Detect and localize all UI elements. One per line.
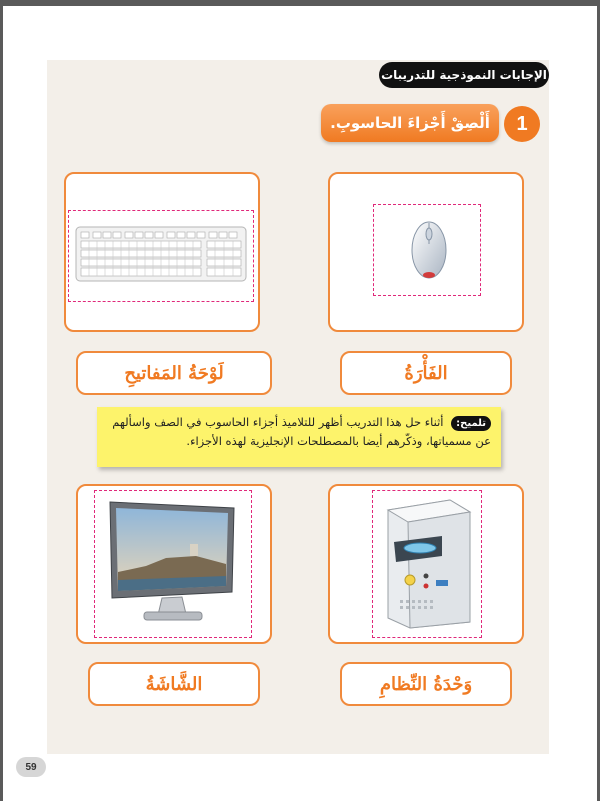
page-number: 59 — [16, 757, 46, 777]
keyboard-icon — [75, 226, 247, 282]
monitor-icon — [106, 500, 238, 624]
page-frame-top — [0, 0, 600, 6]
keyboard-label: لَوْحَةُ المَفاتيحِ — [76, 351, 272, 395]
page-frame-left — [0, 0, 3, 801]
tip-note — [97, 407, 501, 467]
tip-text: أثناء حل هذا التدريب أظهر للتلاميذ أجزاء الحاسوب في الصف واسألهم عن مسمياتها، وذكّرهم أيضا بالمصطلحات الإنجليزية لهذه الأجزاء. — [112, 415, 491, 448]
section-title: الإجابات النموذجية للتدريبات — [379, 62, 549, 88]
screen-label: الشَّاشَةُ — [88, 662, 260, 706]
task-number-badge: 1 — [504, 106, 540, 142]
tip-badge: تلميح: — [451, 416, 491, 431]
system-unit-label: وَحْدَةُ النِّظامِ — [340, 662, 512, 706]
mouse-label: الفَأْرَةُ — [340, 351, 512, 395]
mouse-icon — [405, 218, 453, 282]
computer-tower-icon — [380, 496, 476, 632]
task-instruction: أَلْصِقْ أَجْزاءَ الحاسوبِ. — [321, 104, 499, 142]
